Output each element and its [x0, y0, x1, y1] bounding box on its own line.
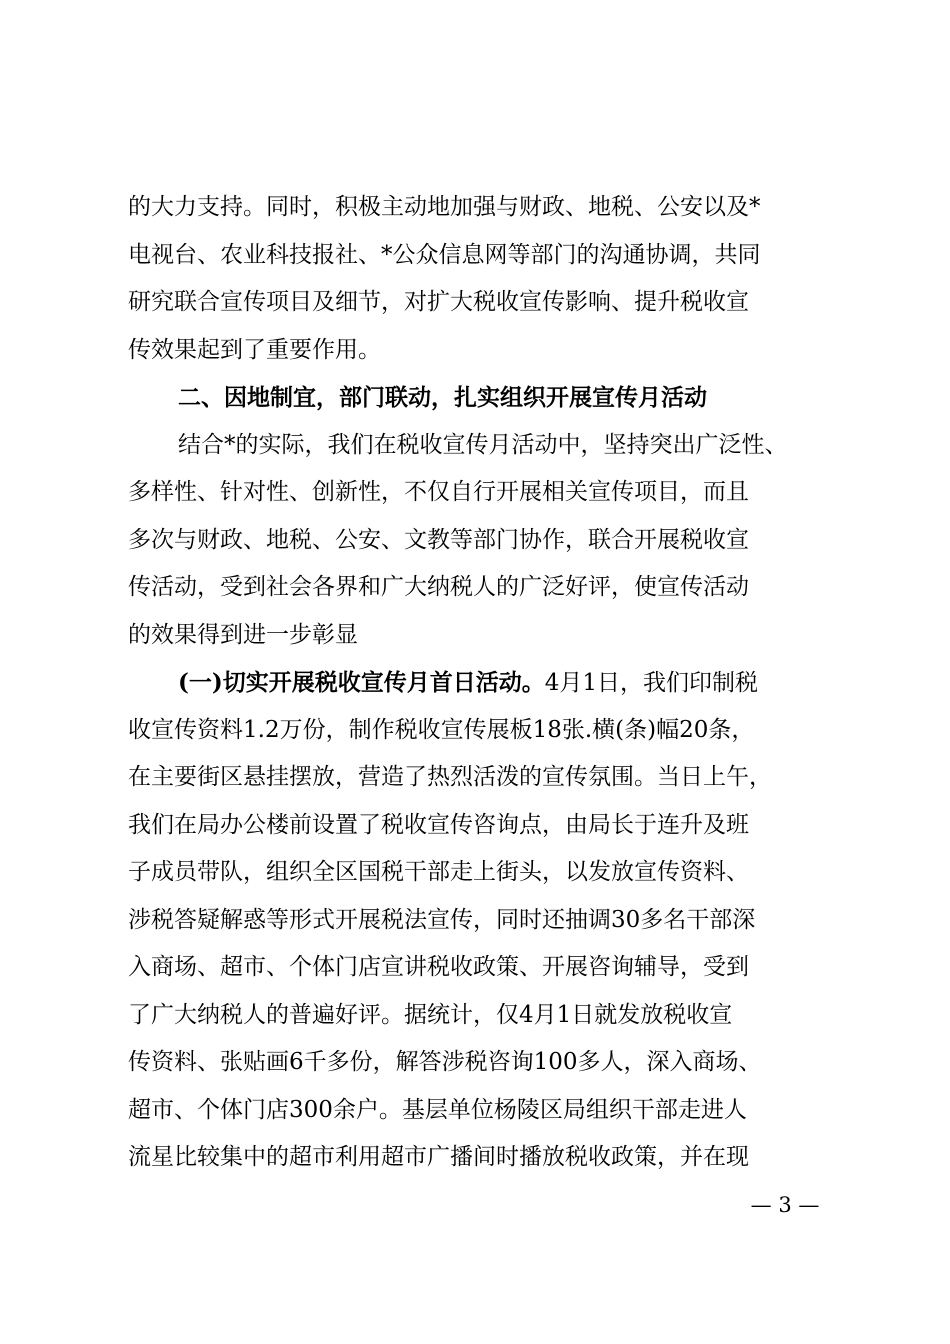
text-line: 传效果起到了重要作用。 — [128, 336, 381, 363]
text-line: 多次与财政、地税、公安、文教等部门协作，联合开展税收宣 — [128, 526, 749, 553]
page-number: — 3 — — [750, 1193, 820, 1217]
section-heading: 二、因地制宜，部门联动，扎实组织开展宣传月活动 — [178, 384, 707, 411]
text-line: 入商场、超市、个体门店宣讲税收政策、开展咨询辅导，受到 — [128, 954, 749, 980]
text-line: 涉税答疑解惑等形式开展税法宣传，同时还抽调30多名干部深 — [128, 906, 756, 933]
text-line: 传活动，受到社会各界和广大纳税人的广泛好评，使宣传活动 — [128, 574, 749, 600]
text-line: 超市、个体门店300余户。基层单位杨陵区局组织干部走进人 — [128, 1096, 747, 1123]
text-line: 研究联合宣传项目及细节，对扩大税收宣传影响、提升税收宣 — [128, 289, 749, 315]
text-line: 收宣传资料1.2万份，制作税收宣传展板18张.横(条)幅20条， — [128, 716, 755, 743]
text-line: 4月1日，我们印制税 — [544, 670, 759, 696]
text-line: 结合*的实际，我们在税收宣传月活动中，坚持突出广泛性、 — [178, 431, 788, 458]
text-line: 电视台、农业科技报社、*公众信息网等部门的沟通协调，共同 — [128, 241, 761, 268]
text-line: 流星比较集中的超市利用超市广播间时播放税收政策，并在现 — [128, 1144, 749, 1170]
text-line: 传资料、张贴画6千多份，解答涉税咨询100多人，深入商场、 — [128, 1049, 762, 1075]
text-line: 在主要街区悬挂摆放，营造了热烈活泼的宣传氛围。当日上午， — [128, 764, 772, 790]
text-line: 子成员带队，组织全区国税干部走上街头，以发放宣传资料、 — [128, 859, 749, 885]
text-line: 多样性、针对性、创新性，不仅自行开展相关宣传项目，而且 — [128, 479, 749, 505]
body-text — [128, 184, 828, 1182]
text-line: 了广大纳税人的普遍好评。据统计，仅4月1日就发放税收宣 — [128, 1001, 733, 1028]
text-line: 的效果得到进一步彰显 — [128, 621, 358, 648]
text-line: 的大力支持。同时，积极主动地加强与财政、地税、公安以及* — [128, 194, 761, 220]
subsection-title: (一)切实开展税收宣传月首日活动。 — [178, 669, 545, 696]
paragraph-lead-line — [128, 659, 828, 707]
text-line: 我们在局办公楼前设置了税收宣传咨询点，由局长于连升及班 — [128, 811, 749, 838]
